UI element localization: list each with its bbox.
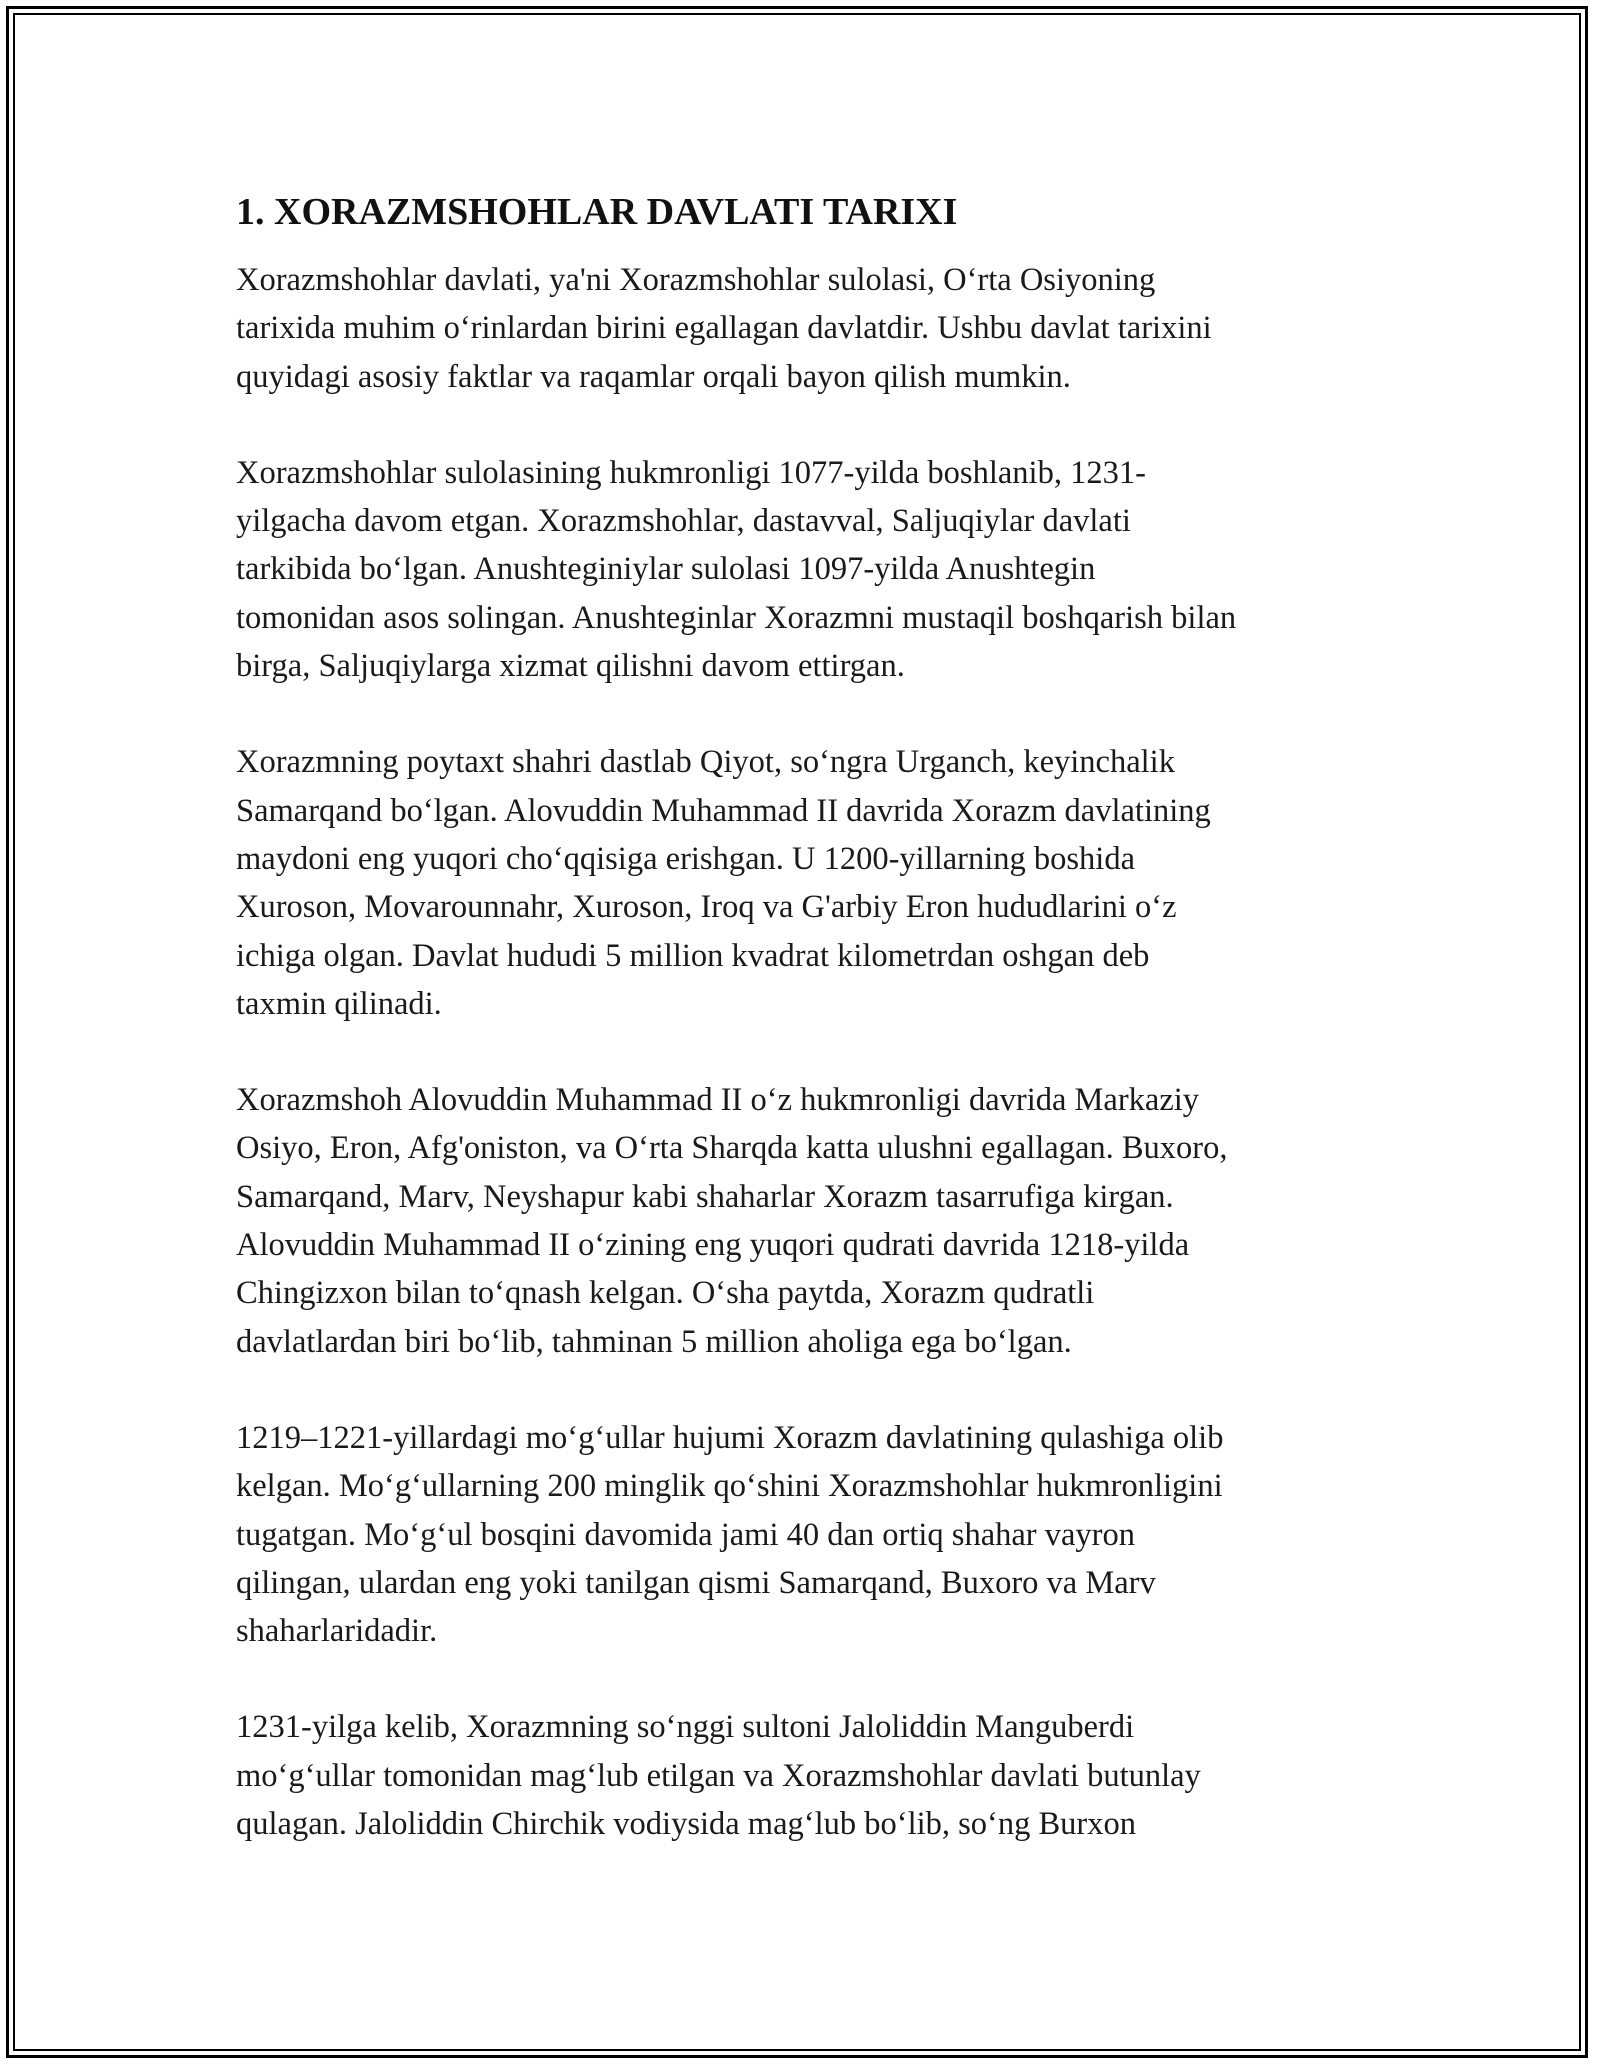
paragraph-line: taxmin qilinadi.: [236, 985, 442, 1022]
paragraph-line: ichiga olgan. Davlat hududi 5 million kvadrat kilometrdan oshgan deb: [236, 937, 1150, 974]
paragraph-line: Xorazmning poytaxt shahri dastlab Qiyot, so‘ngra Urganch, keyinchalik: [236, 744, 1175, 781]
paragraph-line: tomonidan asos solingan. Anushteginlar Xorazmni mustaqil boshqarish bilan: [236, 599, 1237, 636]
paragraph-line: Chingizxon bilan to‘qnash kelgan. O‘sha paytda, Xorazm qudratli: [236, 1275, 1095, 1312]
paragraph-line: qulagan. Jaloliddin Chirchik vodiysida mag‘lub bo‘lib, so‘ng Burxon: [236, 1806, 1136, 1843]
paragraph-line: tarixida muhim o‘rinlardan birini egallagan davlatdir. Ushbu davlat tarixini: [236, 310, 1212, 347]
paragraph-line: tugatgan. Mo‘g‘ul bosqini davomida jami 40 dan ortiq shahar vayron: [236, 1516, 1135, 1553]
paragraph-line: davlatlardan biri bo‘lib, tahminan 5 million aholiga ega bo‘lgan.: [236, 1323, 1072, 1360]
paragraph-line: Samarqand bo‘lgan. Alovuddin Muhammad II davrida Xorazm davlatining: [236, 792, 1211, 829]
paragraph-line: mo‘g‘ullar tomonidan mag‘lub etilgan va Xorazmshohlar davlati butunlay: [236, 1757, 1201, 1794]
paragraph-mongol-invasion: [236, 1414, 1386, 1655]
paragraph-line: maydoni eng yuqori cho‘qqisiga erishgan. U 1200-yillarning boshida: [236, 840, 1136, 877]
document-title: 1. XORAZMSHOHLAR DAVLATI TARIXI: [236, 191, 958, 233]
paragraph-line: 1219–1221-yillardagi mo‘g‘ullar hujumi Xorazm davlatining qulashiga olib: [236, 1419, 1224, 1456]
paragraph-line: Xorazmshoh Alovuddin Muhammad II o‘z hukmronligi davrida Markaziy: [236, 1082, 1200, 1119]
paragraph-line: quyidagi asosiy faktlar va raqamlar orqali bayon qilish mumkin.: [236, 358, 1071, 395]
paragraph-line: yilgacha davom etgan. Xorazmshohlar, dastavval, Saljuqiylar davlati: [236, 503, 1131, 540]
paragraph-line: qilingan, ulardan eng yoki tanilgan qismi Samarqand, Buxoro va Marv: [236, 1564, 1156, 1601]
paragraph-introduction: [236, 256, 1386, 401]
paragraph-capital-territory: [236, 738, 1386, 1028]
paragraph-line: 1231-yilga kelib, Xorazmning so‘nggi sultoni Jaloliddin Manguberdi: [236, 1709, 1135, 1746]
paragraph-line: birga, Saljuqiylarga xizmat qilishni davom ettirgan.: [236, 648, 905, 685]
document-body: [236, 188, 1386, 1896]
paragraph-line: Osiyo, Eron, Afg'oniston, va O‘rta Sharqda katta ulushni egallagan. Buxoro,: [236, 1130, 1228, 1167]
paragraph-line: Xorazmshohlar sulolasining hukmronligi 1077-yilda boshlanib, 1231-: [236, 454, 1146, 491]
paragraph-line: Xuroson, Movarounnahr, Xuroson, Iroq va G'arbiy Eron hududlarini o‘z: [236, 889, 1177, 926]
paragraph-dynasty-rule: [236, 449, 1386, 690]
paragraph-fall: [236, 1703, 1386, 1848]
paragraph-line: kelgan. Mo‘g‘ullarning 200 minglik qo‘shini Xorazmshohlar hukmronligini: [236, 1468, 1223, 1505]
paragraph-line: tarkibida bo‘lgan. Anushteginiylar sulolasi 1097-yilda Anushtegin: [236, 551, 1096, 588]
paragraph-line: Alovuddin Muhammad II o‘zining eng yuqori qudrati davrida 1218-yilda: [236, 1227, 1190, 1264]
paragraph-line: shaharlaridadir.: [236, 1613, 438, 1650]
paragraph-line: Xorazmshohlar davlati, ya'ni Xorazmshohlar sulolasi, O‘rta Osiyoning: [236, 262, 1156, 298]
paragraph-muhammad-ii: [236, 1076, 1386, 1366]
paragraph-line: Samarqand, Marv, Neyshapur kabi shaharlar Xorazm tasarrufiga kirgan.: [236, 1178, 1174, 1215]
